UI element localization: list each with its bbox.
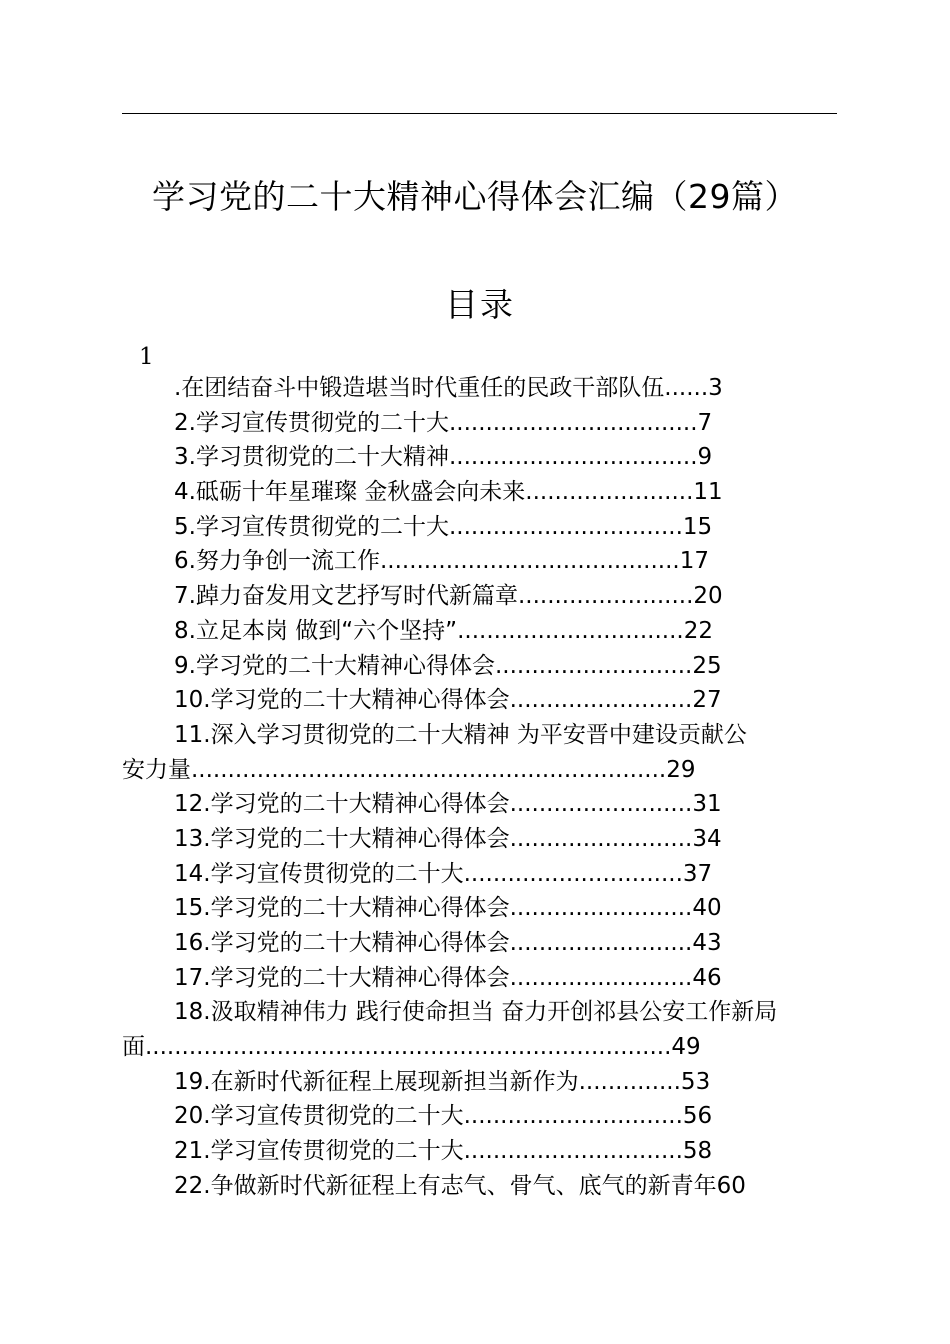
toc-entry[interactable]: 6.努力争创一流工作.........................................17 — [174, 548, 709, 575]
document-title: 学习党的二十大精神心得体会汇编（29篇） — [152, 177, 798, 216]
toc-entry[interactable]: 21.学习宣传贯彻党的二十大..............................58 — [174, 1138, 713, 1165]
toc-entry[interactable]: 19.在新时代新征程上展现新担当新作为..............53 — [174, 1068, 711, 1095]
toc-entry[interactable]: 17.学习党的二十大精神心得体会.........................46 — [174, 964, 722, 991]
toc-entry[interactable]: 18.汲取精神伟力 践行使命担当 奋力开创祁县公安工作新局 — [174, 999, 778, 1026]
toc-entry[interactable]: 10.学习党的二十大精神心得体会.........................27 — [174, 687, 722, 714]
toc-entry[interactable]: 5.学习宣传贯彻党的二十大................................15 — [174, 513, 713, 540]
toc-heading: 目录 — [445, 285, 515, 324]
toc-entry-continuation[interactable]: 安力量.................................................................29 — [122, 756, 696, 783]
toc-entry[interactable]: 20.学习宣传贯彻党的二十大..............................56 — [174, 1103, 713, 1130]
toc-entry[interactable]: 22.争做新时代新征程上有志气、骨气、底气的新青年60 — [174, 1172, 746, 1199]
toc-entry[interactable]: 11.深入学习贯彻党的二十大精神 为平安晋中建设贡献公 — [174, 721, 747, 748]
toc-entry[interactable]: 8.立足本岗 做到“六个坚持”...............................22 — [174, 617, 713, 644]
toc-entry[interactable]: 2.学习宣传贯彻党的二十大..................................7 — [174, 409, 713, 436]
toc-entry[interactable]: 7.踔力奋发用文艺抒写时代新篇章........................20 — [174, 583, 723, 610]
toc-entry[interactable]: 12.学习党的二十大精神心得体会.........................31 — [174, 791, 722, 818]
table-of-contents — [122, 371, 842, 1204]
header-rule — [122, 113, 837, 114]
toc-entry-continuation[interactable]: 面........................................................................49 — [122, 1034, 701, 1061]
toc-entry[interactable]: 9.学习党的二十大精神心得体会...........................25 — [174, 652, 722, 679]
list-number: 1 — [139, 344, 154, 370]
toc-entry[interactable]: 4.砥砺十年星璀璨 金秋盛会向未来.......................11 — [174, 479, 723, 506]
toc-entry[interactable]: 16.学习党的二十大精神心得体会.........................43 — [174, 930, 722, 956]
toc-entry[interactable]: 15.学习党的二十大精神心得体会.........................40 — [174, 895, 722, 922]
toc-entry[interactable]: .在团结奋斗中锻造堪当时代重任的民政干部队伍......3 — [174, 375, 723, 401]
toc-entry[interactable]: 14.学习宣传贯彻党的二十大..............................37 — [174, 860, 713, 887]
toc-entry[interactable]: 3.学习贯彻党的二十大精神..................................9 — [174, 444, 713, 471]
toc-entry[interactable]: 13.学习党的二十大精神心得体会.........................34 — [174, 825, 722, 852]
